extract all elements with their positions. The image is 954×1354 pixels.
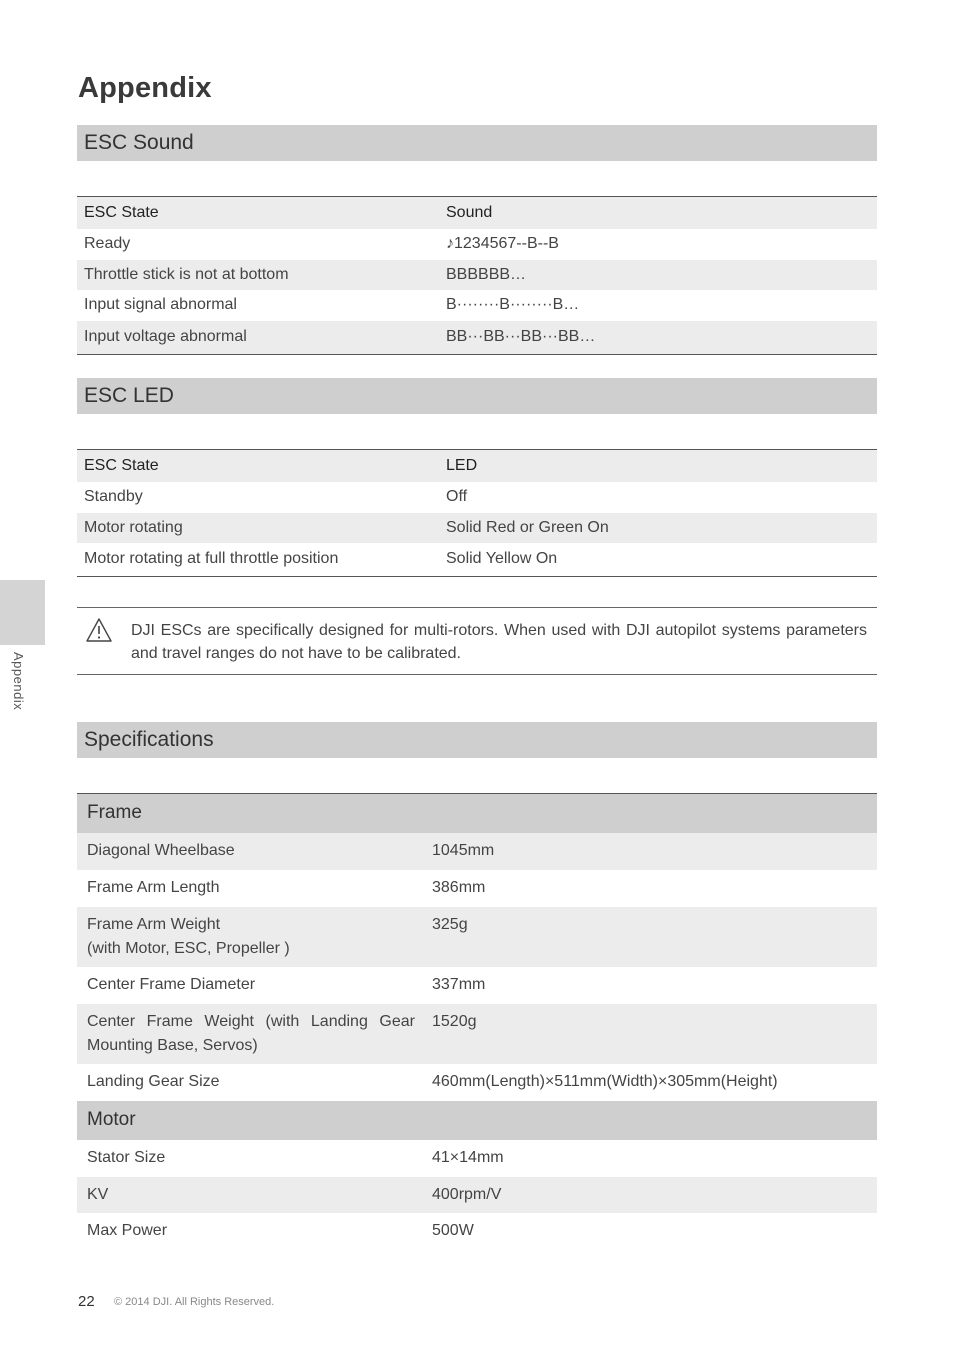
table-row	[77, 1177, 877, 1213]
frame-group-header	[77, 794, 877, 833]
esc-sound-heading-bar	[77, 125, 877, 161]
spec-key-line: Frame Arm Weight	[87, 915, 221, 933]
table-header-row	[77, 197, 877, 229]
spec-key: Center Frame Diameter	[87, 976, 256, 993]
table-row	[77, 229, 877, 260]
table-row	[77, 1004, 877, 1064]
spec-key: Diagonal Wheelbase	[77, 833, 422, 870]
group-label: Motor	[77, 1101, 877, 1140]
specifications-table	[77, 793, 877, 1250]
value-cell: ♪1234567--B--B	[446, 235, 559, 252]
value-cell: Off	[446, 488, 468, 505]
spec-key-line: Mounting Base, Servos)	[87, 1036, 258, 1054]
table-row	[77, 482, 877, 513]
spec-key: Max Power	[87, 1222, 168, 1239]
spec-value: 500W	[432, 1222, 474, 1239]
value-cell: Solid Red or Green On	[439, 513, 877, 543]
column-header: LED	[439, 450, 877, 482]
spec-key	[77, 907, 422, 967]
state-cell: Motor rotating at full throttle position	[84, 550, 339, 568]
spec-value: 1045mm	[422, 833, 877, 870]
spec-value: 1520g	[422, 1004, 877, 1064]
warning-note	[77, 607, 877, 675]
esc-sound-table	[77, 196, 877, 355]
side-tab-label: Appendix	[11, 652, 26, 711]
esc-led-heading-bar	[77, 378, 877, 414]
state-cell: Input signal abnormal	[84, 296, 237, 313]
page-title: Appendix	[78, 72, 212, 104]
esc-sound-heading: ESC Sound	[84, 131, 194, 154]
state-cell: Motor rotating	[77, 513, 439, 543]
table-row	[77, 290, 877, 321]
column-header: ESC State	[77, 450, 439, 482]
column-header: Sound	[439, 197, 877, 229]
table-row	[77, 513, 877, 543]
copyright: © 2014 DJI. All Rights Reserved.	[114, 1296, 275, 1308]
specifications-heading-bar	[77, 722, 877, 758]
page-number: 22	[78, 1293, 95, 1310]
table-row	[77, 260, 877, 290]
esc-led-heading: ESC LED	[84, 384, 174, 407]
spec-key: Landing Gear Size	[87, 1073, 220, 1090]
table-row	[77, 543, 877, 577]
table-row	[77, 870, 877, 907]
table-row	[77, 1140, 877, 1177]
spec-value: 41×14mm	[432, 1149, 504, 1166]
spec-value: 460mm(Length)×511mm(Width)×305mm(Height)	[432, 1073, 778, 1090]
spec-value: 400rpm/V	[422, 1177, 877, 1213]
spec-key: KV	[77, 1177, 422, 1213]
spec-value: 337mm	[432, 976, 486, 993]
spec-key-line: Center Frame Weight (with Landing Gear	[87, 1012, 415, 1030]
value-cell: Solid Yellow On	[446, 550, 558, 568]
table-row	[77, 907, 877, 967]
state-cell: Ready	[84, 235, 131, 252]
table-row	[77, 967, 877, 1004]
value-cell: B········B········B…	[446, 296, 580, 313]
warning-icon	[85, 617, 113, 643]
table-row	[77, 321, 877, 355]
side-tab	[0, 580, 45, 645]
table-row	[77, 833, 877, 870]
warning-text: DJI ESCs are specifically designed for multi-rotors. When used with DJI autopilot systems parameters and travel ranges do not have to be calibrated.	[131, 622, 867, 662]
state-cell: Standby	[84, 488, 143, 505]
spec-value: 325g	[422, 907, 877, 967]
spec-value: 386mm	[432, 879, 486, 896]
group-label: Frame	[77, 794, 877, 833]
state-cell: Throttle stick is not at bottom	[77, 260, 439, 290]
specifications-heading: Specifications	[84, 728, 214, 751]
spec-key	[77, 1004, 422, 1064]
table-header-row	[77, 450, 877, 482]
spec-key: Frame Arm Length	[87, 879, 220, 896]
spec-key: Stator Size	[87, 1149, 166, 1166]
table-row	[77, 1213, 877, 1250]
esc-led-table	[77, 449, 877, 577]
column-header: ESC State	[77, 197, 439, 229]
value-cell: BBBBBB…	[439, 260, 877, 290]
table-row	[77, 1064, 877, 1101]
motor-group-header	[77, 1101, 877, 1140]
value-cell: BB···BB···BB···BB…	[439, 321, 877, 355]
spec-key-line: (with Motor, ESC, Propeller )	[87, 939, 290, 957]
state-cell: Input voltage abnormal	[77, 321, 439, 355]
